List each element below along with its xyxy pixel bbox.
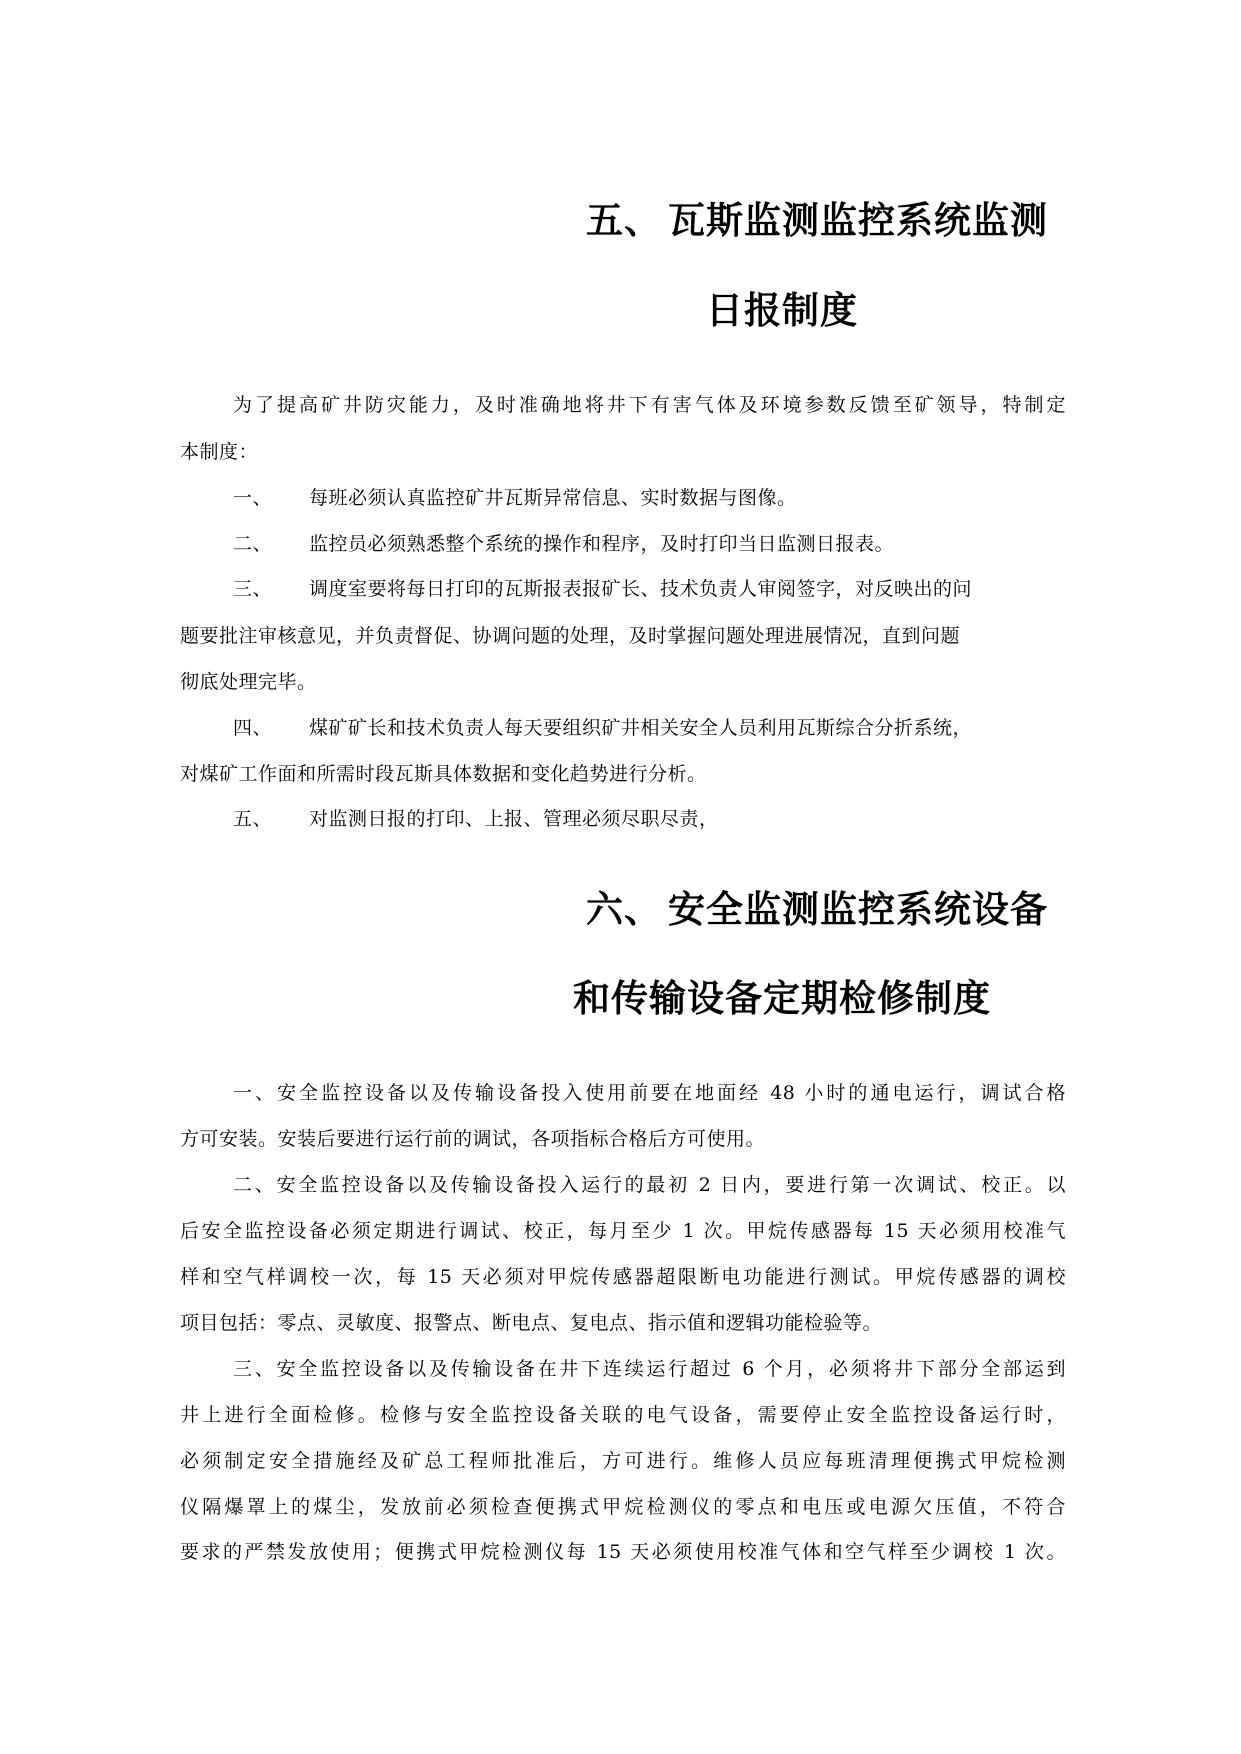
item-text: 煤矿矿长和技术负责人每天要组织矿井相关安全人员利用瓦斯综合分折系统，: [309, 717, 973, 739]
item-label: 四、: [233, 717, 273, 739]
section5-item-1: [233, 489, 797, 508]
section6-p1-line1: 一、安全监控设备以及传输设备投入使用前要在地面经 48 小时的通电运行，调试合格: [233, 1082, 1066, 1104]
item-text: 对监测日报的打印、上报、管理必须尽职尽责，: [309, 808, 719, 830]
section5-item-4-line2: 对煤矿工作面和所需时段瓦斯具体数据和变化趋势进行分析。: [180, 763, 707, 785]
section6-p2-line1: 二、安全监控设备以及传输设备投入运行的最初 2 日内，要进行第一次调试、校正。以: [233, 1174, 1066, 1196]
section5-number: 五、: [586, 199, 662, 242]
section5-item-3-line3: 彻底处理完毕。: [180, 671, 317, 693]
section6-p3-line5: 要求的严禁发放使用；便携式甲烷检测仪每 15 天必须使用校准气体和空气样至少调校 1 次。: [180, 1541, 1066, 1563]
item-text: 调度室要将每日打印的瓦斯报表报矿长、技术负责人审阅签字，对反映出的问: [309, 578, 973, 600]
item-label: 二、: [233, 533, 273, 555]
section6-title-line2: 和传输设备定期检修制度: [573, 977, 991, 1020]
item-text: 监控员必须熟悉整个系统的操作和程序，及时打印当日监测日报表。: [309, 533, 895, 555]
section6-number: 六、: [586, 888, 662, 931]
section6-p1-line2: 方可安装。安装后要进行运行前的调试，各项指标合格后方可使用。: [180, 1128, 766, 1150]
item-label: 五、: [233, 808, 273, 830]
section6-heading: [586, 888, 1048, 931]
item-label: 一、: [233, 487, 273, 509]
section5-item-4: [233, 719, 972, 738]
section6-p3-line2: 井上进行全面检修。检修与安全监控设备关联的电气设备，需要停止安全监控设备运行时，: [180, 1404, 1066, 1426]
section6-p2-line4: 项目包括：零点、灵敏度、报警点、断电点、复电点、指示值和逻辑功能检验等。: [180, 1312, 883, 1334]
section5-item-3-line2: 题要批注审核意见，并负责督促、协调问题的处理，及时掌握问题处理进展情况，直到问题: [180, 625, 961, 647]
section5-title-line1: 瓦斯监测监控系统监测: [668, 199, 1048, 242]
section5-item-2: [233, 535, 894, 554]
section5-heading: [586, 199, 1048, 242]
section5-intro-line2: 本制度：: [180, 441, 259, 463]
section5-item-5: [233, 810, 719, 829]
section5-title-line2: 日报制度: [706, 289, 858, 332]
item-text: 每班必须认真监控矿井瓦斯异常信息、实时数据与图像。: [309, 487, 797, 509]
item-label: 三、: [233, 578, 273, 600]
section6-p2-line3: 样和空气样调校一次，每 15 天必须对甲烷传感器超限断电功能进行测试。甲烷传感器的调校: [180, 1266, 1066, 1288]
section6-title-line1: 安全监测监控系统设备: [668, 888, 1048, 931]
section6-p3-line3: 必须制定安全措施经及矿总工程师批准后，方可进行。维修人员应每班清理便携式甲烷检测: [180, 1450, 1066, 1472]
section5-intro-line1: 为了提高矿井防灾能力，及时准确地将井下有害气体及环境参数反馈至矿领导，特制定: [233, 394, 1066, 416]
section6-p3-line1: 三、安全监控设备以及传输设备在井下连续运行超过 6 个月，必须将井下部分全部运到: [233, 1358, 1066, 1380]
section5-item-3: [233, 580, 972, 599]
section6-p2-line2: 后安全监控设备必须定期进行调试、校正，每月至少 1 次。甲烷传感器每 15 天必须用校准气: [180, 1220, 1066, 1242]
section6-p3-line4: 仪隔爆罩上的煤尘，发放前必须检查便携式甲烷检测仪的零点和电压或电源欠压值，不符合: [180, 1496, 1066, 1518]
